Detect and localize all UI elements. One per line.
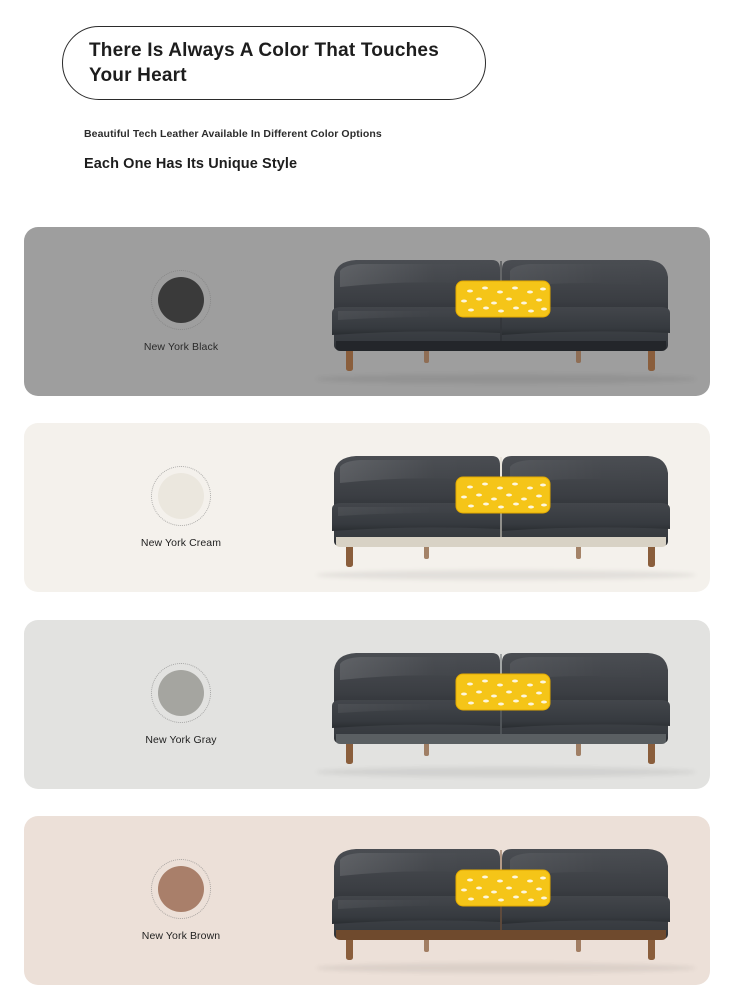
color-name-label: New York Black xyxy=(143,341,219,353)
color-swatch-circle[interactable] xyxy=(158,866,204,912)
sofa-illustration xyxy=(304,241,702,391)
accent-pillow xyxy=(456,281,550,317)
subtitle: Beautiful Tech Leather Available In Different Color Options xyxy=(84,128,382,140)
sofa-illustration xyxy=(304,830,702,980)
color-swatch-group[interactable] xyxy=(122,473,240,549)
color-name-label: New York Brown xyxy=(141,930,221,942)
tagline: Each One Has Its Unique Style xyxy=(84,156,298,172)
color-card[interactable] xyxy=(24,423,710,592)
color-name-label: New York Cream xyxy=(140,537,222,549)
color-swatch-group[interactable] xyxy=(122,277,240,353)
sofa-illustration xyxy=(304,634,702,784)
page-title-pill xyxy=(62,26,486,100)
page-title: There Is Always A Color That Touches Your Heart xyxy=(89,39,439,86)
color-swatch-circle[interactable] xyxy=(158,277,204,323)
color-card[interactable] xyxy=(24,227,710,396)
accent-pillow xyxy=(456,674,550,710)
sofa-image xyxy=(304,241,702,391)
color-card[interactable] xyxy=(24,620,710,789)
sofa-image xyxy=(304,634,702,784)
color-swatch-group[interactable] xyxy=(122,670,240,746)
accent-pillow xyxy=(456,870,550,906)
sofa-image xyxy=(304,830,702,980)
color-name-label: New York Gray xyxy=(145,734,217,746)
sofa-image xyxy=(304,437,702,587)
color-swatch-circle[interactable] xyxy=(158,670,204,716)
color-swatch-circle[interactable] xyxy=(158,473,204,519)
color-card[interactable] xyxy=(24,816,710,985)
sofa-illustration xyxy=(304,437,702,587)
accent-pillow xyxy=(456,477,550,513)
color-swatch-group[interactable] xyxy=(122,866,240,942)
